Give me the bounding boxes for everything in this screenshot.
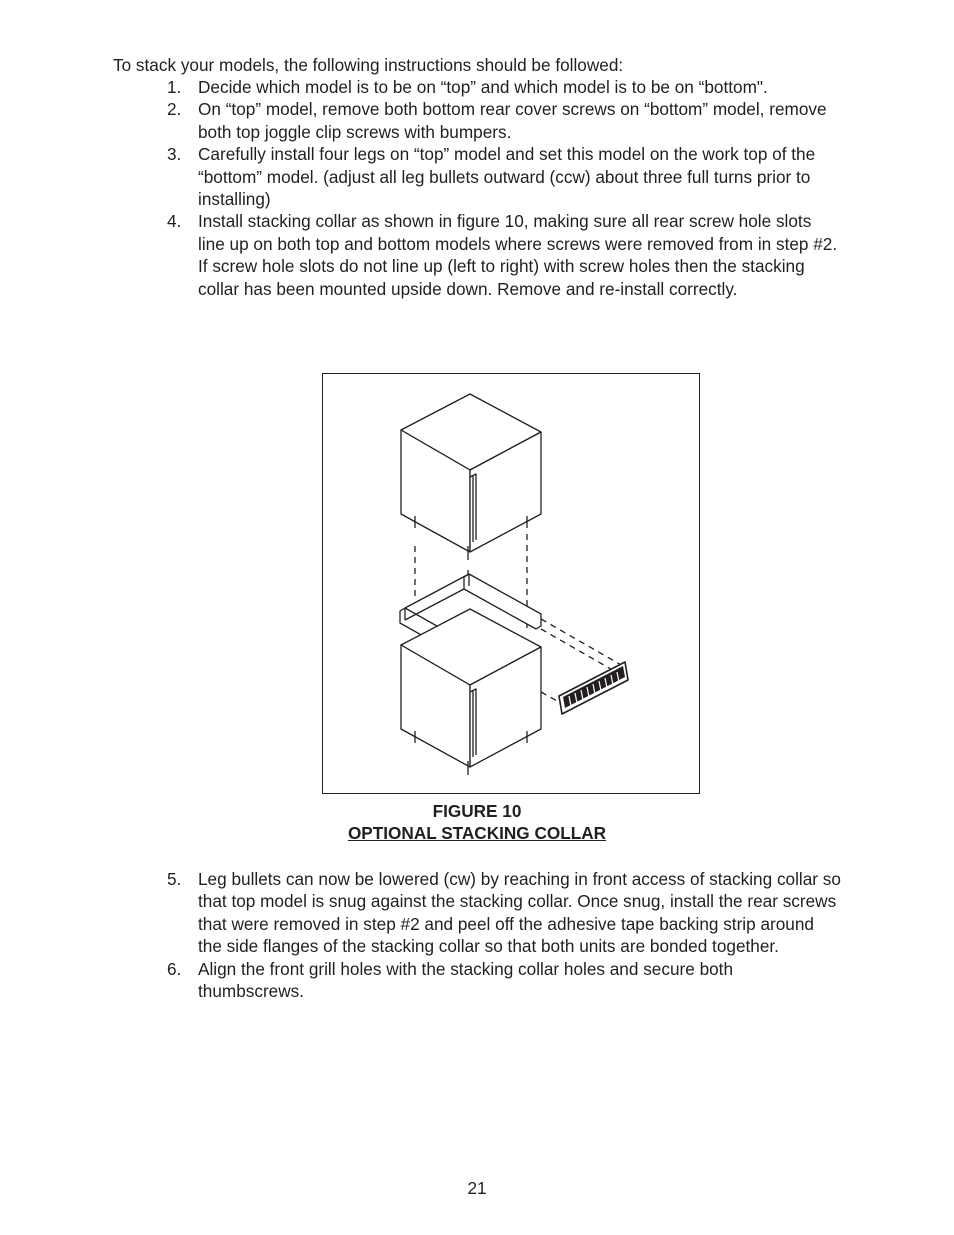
step-text: Decide which model is to be on “top” and which model is to be on “bottom". bbox=[198, 77, 768, 97]
list-item bbox=[167, 868, 842, 958]
step-text: On “top” model, remove both bottom rear cover screws on “bottom” model, remove both top joggle clip screws with bumpers. bbox=[198, 99, 827, 142]
front-grill bbox=[559, 662, 628, 714]
figure-subtitle: OPTIONAL STACKING COLLAR bbox=[347, 823, 607, 843]
list-item bbox=[167, 210, 842, 300]
step-text: Carefully install four legs on “top” model and set this model on the work top of the “bottom” model. (adjust all leg bullets outward (ccw) about three full turns prior to installing) bbox=[198, 144, 816, 210]
list-item bbox=[167, 958, 842, 1003]
step-number: 3. bbox=[167, 144, 182, 165]
figure-frame bbox=[322, 373, 700, 794]
instruction-list-before bbox=[167, 76, 842, 300]
step-text: Install stacking collar as shown in figure 10, making sure all rear screw hole slots line up on both top and bottom models where screws were removed from in step #2. If screw hole slots do not line up (left to right) with screw holes then the stacking collar has been mounted upside down. Remove and re-install correctly. bbox=[198, 211, 838, 299]
intro-text: To stack your models, the following instructions should be followed: bbox=[113, 55, 624, 75]
step-number: 6. bbox=[167, 958, 182, 979]
list-item bbox=[167, 98, 842, 143]
list-item bbox=[167, 76, 842, 98]
step-number: 4. bbox=[167, 211, 182, 232]
stacking-collar-illustration bbox=[323, 374, 698, 792]
figure-title: FIGURE 10 bbox=[432, 801, 522, 821]
instruction-list-after bbox=[167, 868, 842, 1002]
step-number: 1. bbox=[167, 77, 182, 97]
step-number: 2. bbox=[167, 99, 182, 120]
step-text: Leg bullets can now be lowered (cw) by reaching in front access of stacking collar so that top model is snug against the stacking collar. Once snug, install the rear screws that were removed in step #2 and peel off the adhesive tape backing strip around the side flanges of the stacking collar so that both units are bonded together. bbox=[198, 869, 841, 957]
bottom-unit bbox=[401, 609, 541, 775]
step-number: 5. bbox=[167, 869, 182, 889]
list-item bbox=[167, 143, 842, 210]
step-text: Align the front grill holes with the stacking collar holes and secure both thumbscrews. bbox=[198, 958, 734, 1002]
page-number: 21 bbox=[467, 1178, 487, 1198]
top-unit bbox=[401, 394, 541, 560]
